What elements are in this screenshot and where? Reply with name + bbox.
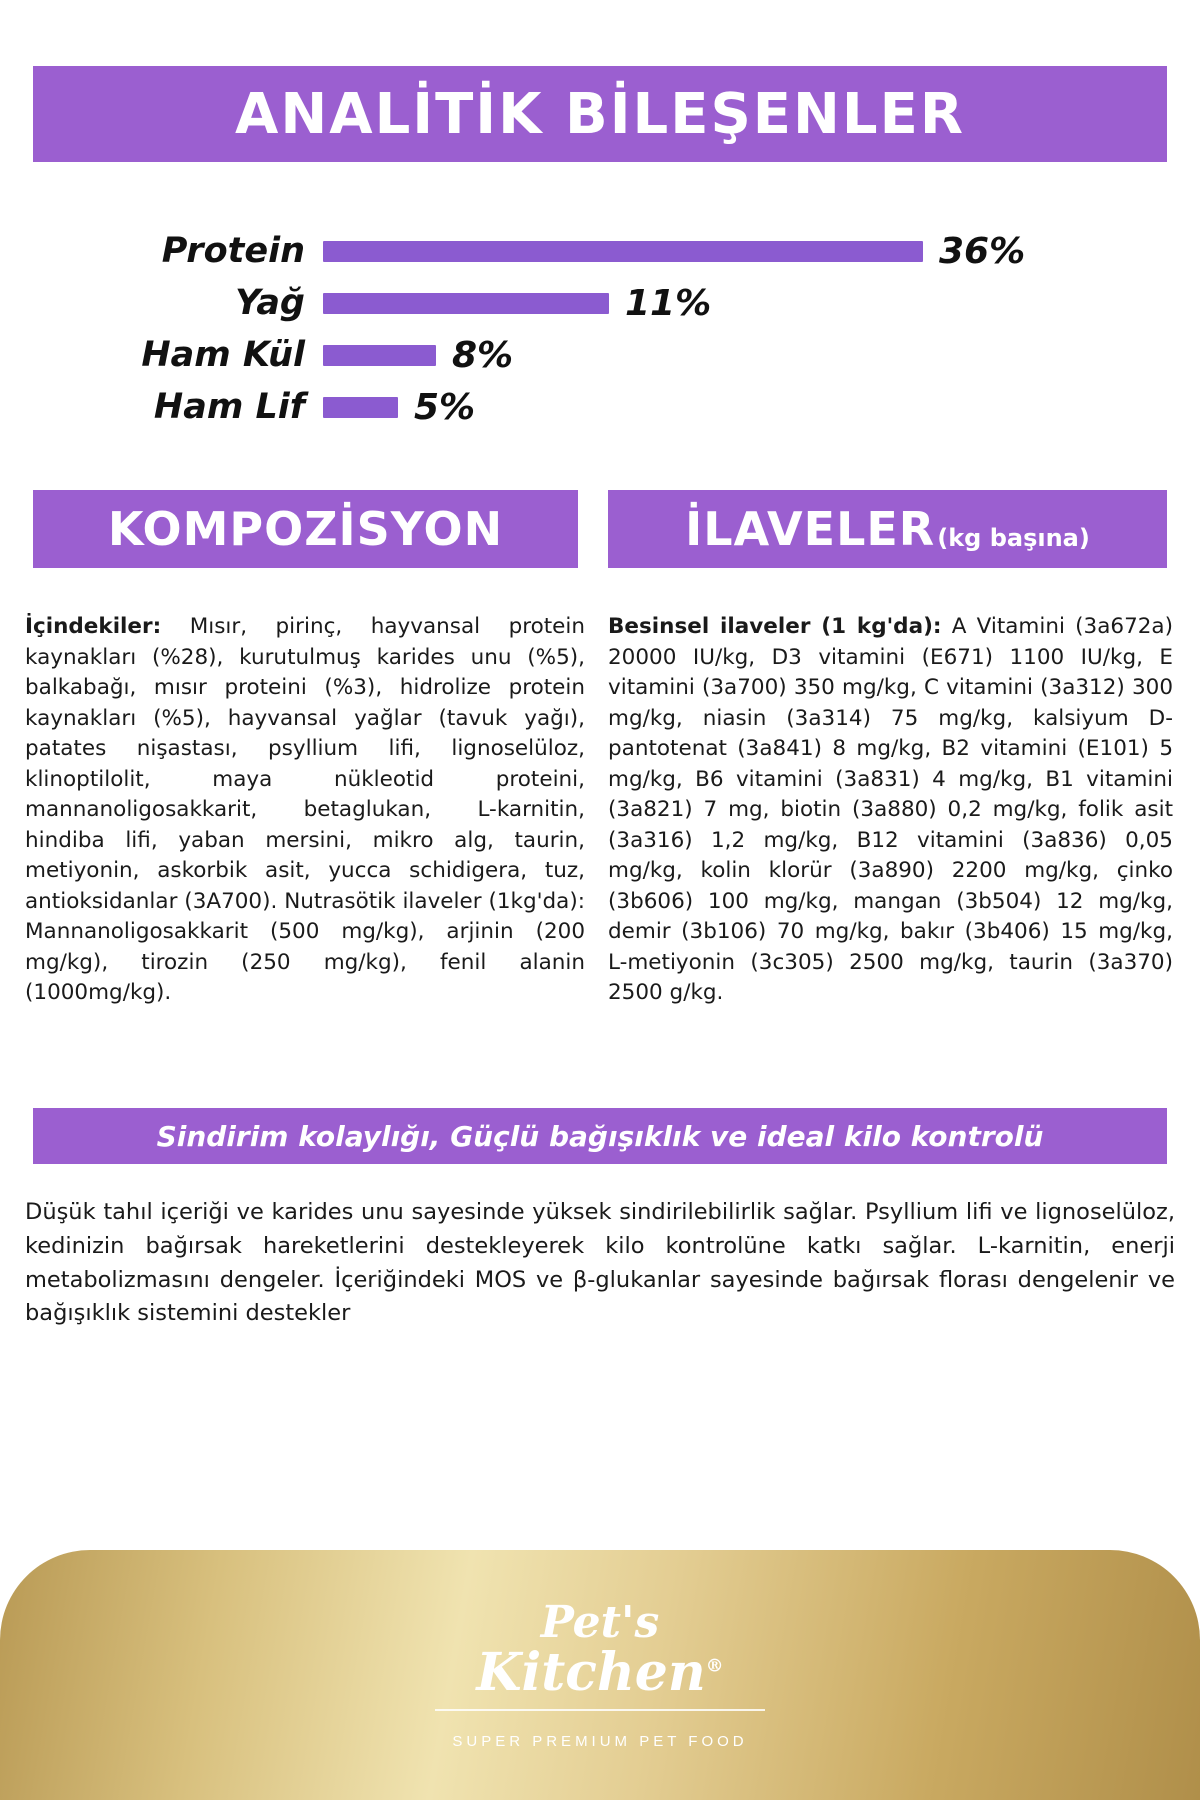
brand-name-bottom [476, 1641, 724, 1703]
bar-label-yag: Yağ [235, 283, 305, 323]
composition-heading: KOMPOZİSYON [107, 502, 504, 556]
additives-body [608, 612, 1173, 1009]
additives-body-text: A Vitamini (3a672a) 20000 IU/kg, D3 vitamini (E671) 1100 IU/kg, E vitamini (3a700) 350 mg/kg, C vitamini (3a312) 300 mg/kg, niasin (3a314) 75 mg/kg, kalsiyum D-pantotenat (3a841) 8 mg/kg, B2 vitamini (E101) 5 mg/kg, B6 vitamini (3a831) 4 mg/kg, B1 vitamini (3a821) 7 mg, biotin (3a880) 0,2 mg/kg, folik asit (3a316) 1,2 mg/kg, B12 vitamini (3a836) 0,05 mg/kg, kolin klorür (3a890) 2200 mg/kg, çinko (3b606) 100 mg/kg, mangan (3b504) 12 mg/kg, demir (3b106) 70 mg/kg, bakır (3b406) 15 mg/kg, L-metiyonin (3c305) 2500 mg/kg, taurin (3a370) 2500 g/kg. [608, 614, 1173, 1006]
chart-row-ham-lif [33, 381, 1167, 433]
brand-footer [0, 1550, 1200, 1800]
bar-value-ham-lif: 5% [414, 386, 476, 428]
additives-section-header [608, 490, 1167, 568]
page-title: ANALİTİK BİLEŞENLER [235, 81, 965, 147]
bar-value-protein: 36% [939, 230, 1026, 272]
bar-track-yag [323, 283, 711, 324]
bar-fill-ham-kul [323, 345, 436, 366]
brand-name-bottom-text: Kitchen [476, 1641, 706, 1703]
bar-value-yag: 11% [625, 282, 712, 324]
bar-fill-yag [323, 293, 609, 314]
bar-fill-protein [323, 241, 923, 262]
bar-label-ham-kul: Ham Kül [141, 335, 305, 375]
brand-divider [435, 1709, 765, 1711]
brand-tagline: SUPER PREMIUM PET FOOD [452, 1732, 748, 1750]
analytic-components-chart [33, 225, 1167, 433]
bar-track-ham-lif [323, 387, 475, 428]
benefits-banner [33, 1108, 1167, 1164]
composition-body-text: Mısır, pirinç, hayvansal protein kaynakları (%28), kurutulmuş karides unu (%5), balkabağı, mısır proteini (%3), hidrolize protein kaynakları (%5), hayvansal yağlar (tavuk yağı), patates nişastası, psyllium lifi, lignoselüloz, klinoptilolit, maya nükleotid proteini, mannanoligosakkarit, betaglukan, L-karnitin, hindiba lifi, yaban mersini, mikro alg, taurin, metiyonin, askorbik asit, yucca schidigera, tuz, antioksidanlar (3A700). Nutrasötik ilaveler (1kg'da): Mannanoligosakkarit (500 mg/kg), arjinin (200 mg/kg), tirozin (250 mg/kg), fenil alanin (1000mg/kg). [25, 614, 585, 1006]
additives-body-lead: Besinsel ilaveler (1 kg'da): [608, 614, 942, 639]
brand-name-top: Pet's [540, 1596, 660, 1648]
product-description: Düşük tahıl içeriği ve karides unu sayesinde yüksek sindirilebilirlik sağlar. Psyllium lifi ve lignoselüloz, kedinizin bağırsak hareketlerini destekleyerek kilo kontrolüne katkı sağlar. L-karnitin, enerji metabolizmasını dengeler. İçeriğindeki MOS ve β-glukanlar sayesinde bağırsak florası dengelenir ve bağışıklık sistemini destekler [25, 1199, 1175, 1327]
composition-body-lead: İçindekiler: [25, 614, 162, 639]
bar-fill-ham-lif [323, 397, 398, 418]
composition-section-header [33, 490, 578, 568]
composition-body [25, 612, 585, 1009]
chart-row-yag [33, 277, 1167, 329]
bar-label-ham-lif: Ham Lif [153, 387, 305, 427]
bar-label-protein: Protein [161, 231, 305, 271]
bar-track-protein [323, 231, 1025, 272]
benefits-banner-text: Sindirim kolaylığı, Güçlü bağışıklık ve ideal kilo kontrolü [156, 1119, 1044, 1153]
additives-heading-subtitle: (kg başına) [937, 524, 1090, 552]
bar-value-ham-kul: 8% [452, 334, 514, 376]
bar-track-ham-kul [323, 335, 513, 376]
chart-row-protein [33, 225, 1167, 277]
chart-row-ham-kul [33, 329, 1167, 381]
registered-mark: ® [705, 1655, 724, 1677]
analytic-components-header [33, 66, 1167, 162]
additives-heading: İLAVELER [685, 502, 936, 556]
